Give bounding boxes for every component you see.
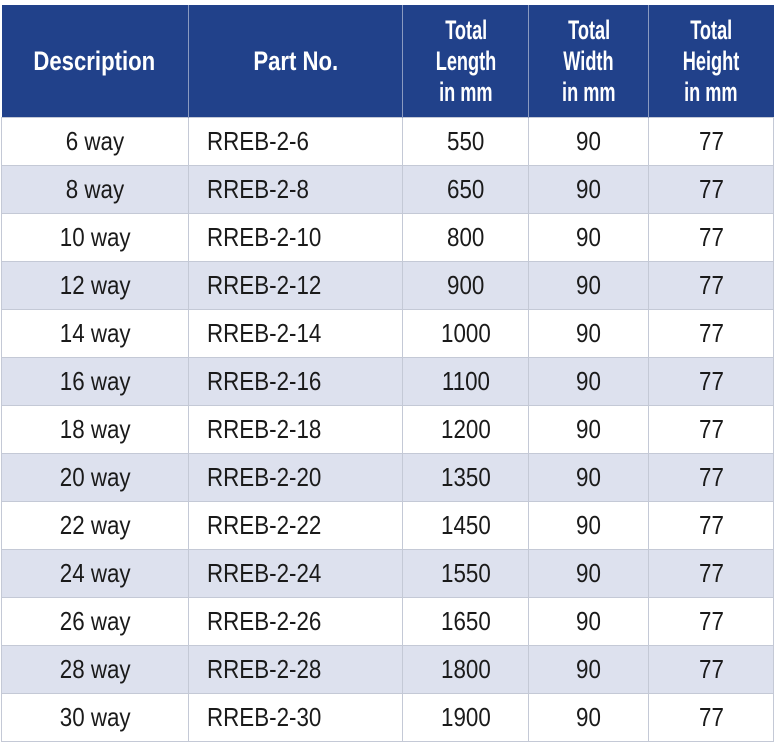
header-width-line-3: in mm <box>561 76 616 107</box>
cell-part-no-text: RREB-2-30 <box>207 702 322 732</box>
cell-total-width <box>529 310 649 358</box>
cell-total-length-text: 900 <box>446 270 485 300</box>
cell-description <box>2 454 189 502</box>
header-height-line-1: Total <box>690 14 733 45</box>
cell-total-length-text: 550 <box>446 126 485 156</box>
table-row <box>2 214 774 262</box>
cell-total-width <box>529 358 649 406</box>
product-dimensions-table <box>1 5 774 742</box>
cell-part-no-text: RREB-2-24 <box>207 558 322 588</box>
cell-part-no-text: RREB-2-18 <box>207 414 322 444</box>
header-description: Description <box>2 5 189 118</box>
header-total-width <box>529 5 649 118</box>
cell-total-height <box>649 214 774 262</box>
cell-total-length <box>403 454 529 502</box>
cell-part-no <box>189 550 403 598</box>
cell-description <box>2 166 189 214</box>
cell-description <box>2 406 189 454</box>
cell-part-no-text: RREB-2-8 <box>207 174 309 204</box>
cell-part-no <box>189 502 403 550</box>
cell-part-no-text: RREB-2-6 <box>207 126 309 156</box>
cell-total-height-text: 77 <box>698 366 724 396</box>
cell-total-length <box>403 598 529 646</box>
cell-total-length <box>403 358 529 406</box>
cell-part-no <box>189 454 403 502</box>
cell-total-height-text: 77 <box>698 654 724 684</box>
cell-total-width <box>529 598 649 646</box>
cell-part-no-text: RREB-2-14 <box>207 318 322 348</box>
cell-description <box>2 262 189 310</box>
cell-part-no <box>189 646 403 694</box>
cell-total-height <box>649 406 774 454</box>
header-part-no: Part No. <box>189 5 403 118</box>
cell-total-width-text: 90 <box>576 174 601 204</box>
cell-total-width-text: 90 <box>576 126 601 156</box>
table-row <box>2 694 774 742</box>
cell-total-length-text: 1650 <box>440 606 491 636</box>
table-row <box>2 454 774 502</box>
cell-total-width-text: 90 <box>576 654 601 684</box>
cell-part-no-text: RREB-2-28 <box>207 654 322 684</box>
header-height-line-3: in mm <box>684 76 738 107</box>
cell-part-no-text: RREB-2-16 <box>207 366 322 396</box>
cell-description-text: 8 way <box>65 174 125 204</box>
table-row <box>2 646 774 694</box>
table-header <box>2 5 774 118</box>
cell-total-width <box>529 406 649 454</box>
cell-total-width-text: 90 <box>576 366 601 396</box>
cell-total-width-text: 90 <box>576 462 601 492</box>
cell-total-length <box>403 694 529 742</box>
cell-description-text: 22 way <box>59 510 131 540</box>
cell-total-height <box>649 166 774 214</box>
header-total-length <box>403 5 529 118</box>
cell-total-height-text: 77 <box>698 174 724 204</box>
cell-total-height <box>649 118 774 166</box>
cell-description-text: 26 way <box>59 606 131 636</box>
cell-description <box>2 310 189 358</box>
header-total-height <box>649 5 774 118</box>
cell-description-text: 10 way <box>59 222 131 252</box>
cell-total-height-text: 77 <box>698 558 724 588</box>
cell-description <box>2 118 189 166</box>
cell-description-text: 28 way <box>59 654 131 684</box>
cell-total-length <box>403 214 529 262</box>
cell-total-width <box>529 454 649 502</box>
cell-part-no-text: RREB-2-26 <box>207 606 322 636</box>
cell-total-width <box>529 694 649 742</box>
table-row <box>2 502 774 550</box>
cell-total-height-text: 77 <box>698 126 724 156</box>
header-row <box>2 5 774 118</box>
cell-total-length <box>403 262 529 310</box>
cell-description-text: 14 way <box>59 318 131 348</box>
cell-total-height <box>649 550 774 598</box>
cell-total-length-text: 1350 <box>440 462 491 492</box>
cell-total-width-text: 90 <box>576 318 601 348</box>
cell-total-height <box>649 310 774 358</box>
header-length-line-2: Length <box>435 45 496 76</box>
cell-part-no <box>189 118 403 166</box>
cell-description <box>2 358 189 406</box>
cell-total-length-text: 1800 <box>440 654 491 684</box>
cell-total-height <box>649 262 774 310</box>
cell-total-height-text: 77 <box>698 414 724 444</box>
cell-description-text: 30 way <box>59 702 131 732</box>
cell-description-text: 24 way <box>59 558 131 588</box>
cell-description <box>2 550 189 598</box>
cell-total-height <box>649 358 774 406</box>
cell-description-text: 20 way <box>59 462 131 492</box>
cell-total-width <box>529 214 649 262</box>
cell-total-width <box>529 118 649 166</box>
cell-total-length-text: 1000 <box>440 318 491 348</box>
cell-total-width-text: 90 <box>576 270 601 300</box>
cell-total-length <box>403 166 529 214</box>
cell-description-text: 18 way <box>59 414 131 444</box>
cell-total-length-text: 800 <box>446 222 485 252</box>
cell-total-length-text: 1200 <box>440 414 491 444</box>
cell-total-height <box>649 502 774 550</box>
table-row <box>2 166 774 214</box>
table-row <box>2 550 774 598</box>
cell-description <box>2 694 189 742</box>
cell-total-height <box>649 454 774 502</box>
cell-total-width-text: 90 <box>576 558 601 588</box>
cell-description-text: 16 way <box>59 366 131 396</box>
header-length-line-3: in mm <box>438 76 493 107</box>
cell-description <box>2 214 189 262</box>
cell-total-length <box>403 646 529 694</box>
cell-total-length <box>403 406 529 454</box>
cell-total-height-text: 77 <box>698 222 724 252</box>
cell-total-height-text: 77 <box>698 702 724 732</box>
product-dimensions-table-container <box>1 5 773 742</box>
cell-total-width-text: 90 <box>576 222 601 252</box>
cell-description-text: 6 way <box>65 126 125 156</box>
cell-description <box>2 646 189 694</box>
cell-total-width <box>529 502 649 550</box>
cell-total-length-text: 650 <box>446 174 485 204</box>
cell-total-width <box>529 550 649 598</box>
cell-part-no <box>189 406 403 454</box>
cell-part-no <box>189 214 403 262</box>
table-row <box>2 118 774 166</box>
table-row <box>2 406 774 454</box>
cell-total-width <box>529 262 649 310</box>
table-body <box>2 118 774 742</box>
cell-total-height-text: 77 <box>698 510 724 540</box>
cell-part-no <box>189 262 403 310</box>
header-width-line-1: Total <box>567 14 610 45</box>
cell-total-height <box>649 694 774 742</box>
cell-description <box>2 598 189 646</box>
cell-part-no-text: RREB-2-10 <box>207 222 322 252</box>
cell-part-no <box>189 694 403 742</box>
cell-part-no <box>189 166 403 214</box>
cell-total-length-text: 1450 <box>440 510 491 540</box>
cell-part-no-text: RREB-2-12 <box>207 270 322 300</box>
cell-part-no <box>189 310 403 358</box>
cell-total-height <box>649 646 774 694</box>
cell-total-width-text: 90 <box>576 414 601 444</box>
cell-total-height-text: 77 <box>698 462 724 492</box>
cell-total-width-text: 90 <box>576 702 601 732</box>
cell-description-text: 12 way <box>59 270 131 300</box>
cell-total-length <box>403 118 529 166</box>
header-width-line-2: Width <box>563 45 614 76</box>
cell-total-height-text: 77 <box>698 606 724 636</box>
header-height-line-2: Height <box>683 45 740 76</box>
header-length-line-1: Total <box>444 14 487 45</box>
cell-description <box>2 502 189 550</box>
cell-total-length-text: 1900 <box>440 702 491 732</box>
cell-total-width-text: 90 <box>576 510 601 540</box>
table-row <box>2 358 774 406</box>
cell-total-height <box>649 598 774 646</box>
cell-total-width <box>529 646 649 694</box>
cell-total-width-text: 90 <box>576 606 601 636</box>
cell-part-no-text: RREB-2-20 <box>207 462 322 492</box>
cell-part-no <box>189 358 403 406</box>
cell-total-width <box>529 166 649 214</box>
cell-total-length <box>403 550 529 598</box>
cell-total-length-text: 1550 <box>440 558 491 588</box>
cell-part-no <box>189 598 403 646</box>
cell-part-no-text: RREB-2-22 <box>207 510 322 540</box>
cell-total-height-text: 77 <box>698 270 724 300</box>
cell-total-length <box>403 310 529 358</box>
cell-total-length-text: 1100 <box>441 366 490 396</box>
table-row <box>2 598 774 646</box>
table-row <box>2 262 774 310</box>
table-row <box>2 310 774 358</box>
cell-total-length <box>403 502 529 550</box>
cell-total-height-text: 77 <box>698 318 724 348</box>
